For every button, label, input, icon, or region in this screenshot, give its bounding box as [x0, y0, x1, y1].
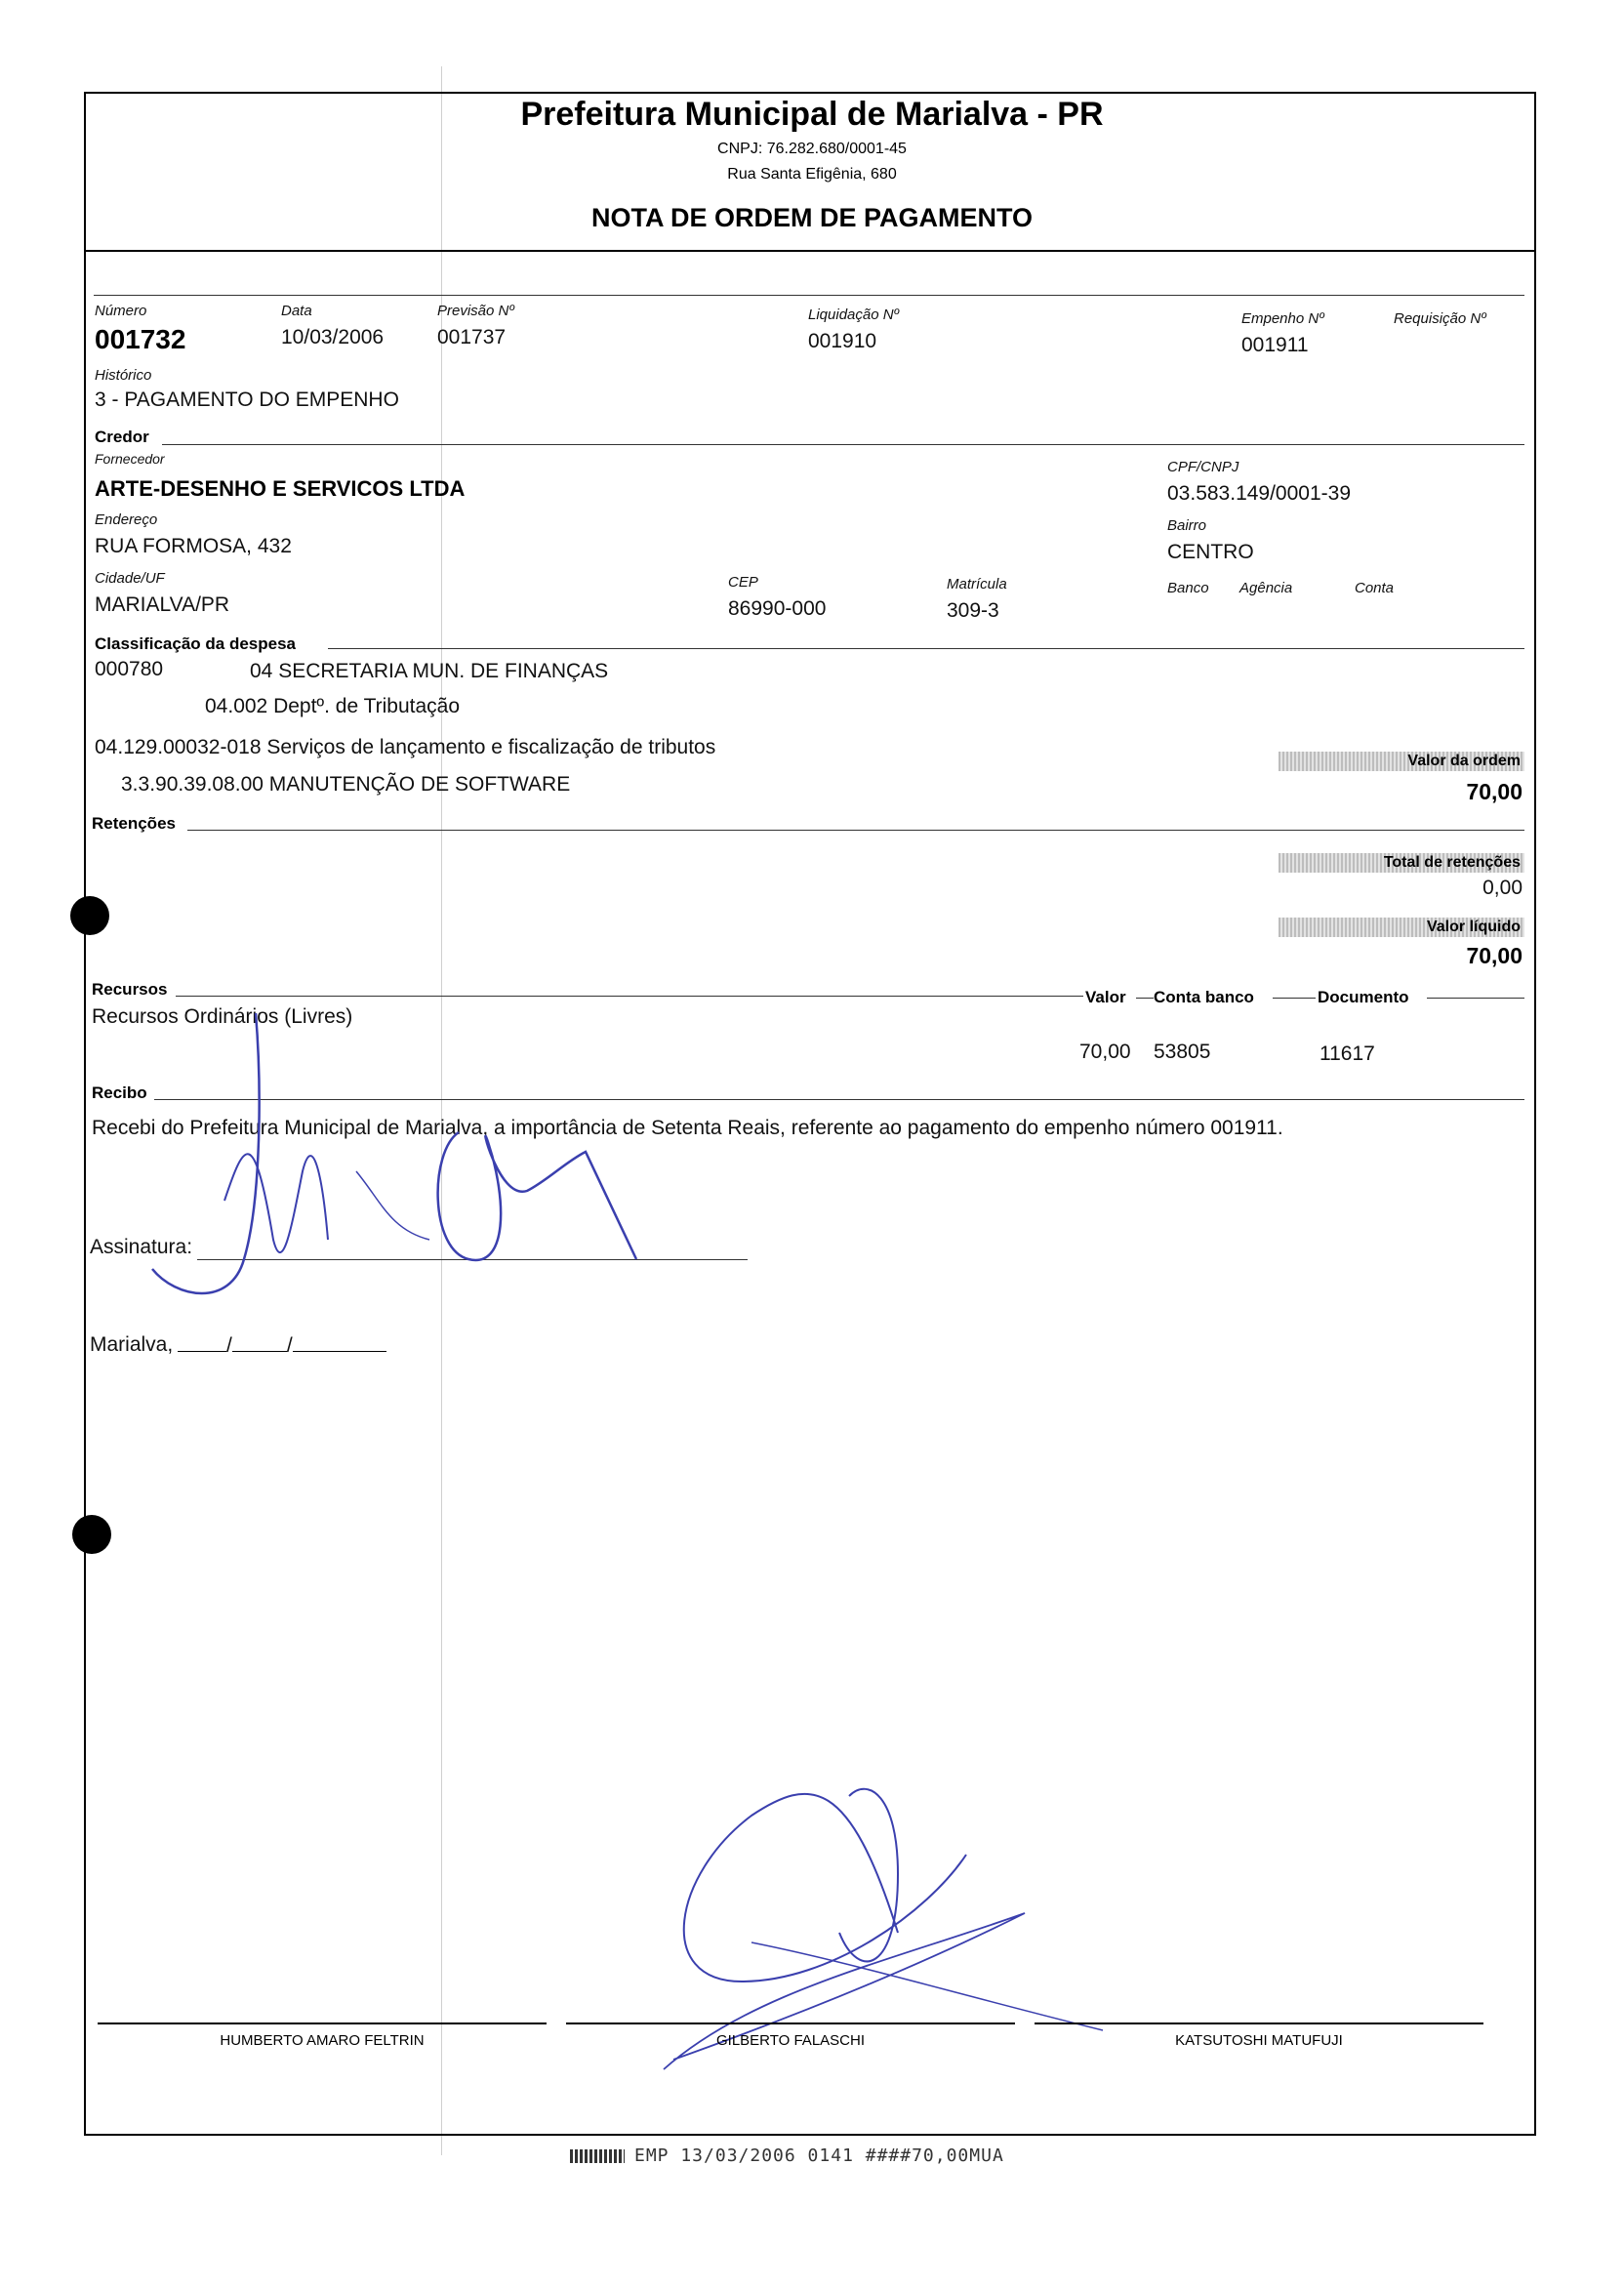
fornecedor-label: Fornecedor: [95, 451, 165, 467]
data-value: 10/03/2006: [281, 326, 385, 348]
classificacao-divider: [328, 648, 1524, 649]
classificacao-code: 000780: [95, 658, 164, 680]
recursos-divider-3: [1273, 998, 1316, 999]
matricula-label: Matrícula: [947, 576, 1007, 592]
bairro-label: Bairro: [1167, 517, 1207, 534]
classificacao-elemento: 3.3.90.39.08.00 MANUTENÇÃO DE SOFTWARE: [121, 773, 571, 796]
recursos-divider: [176, 996, 1083, 997]
header-cnpj: CNPJ: 76.282.680/0001-45: [717, 141, 907, 157]
empenho-label: Empenho Nº: [1241, 310, 1324, 327]
valor-liquido-value: 70,00: [1466, 943, 1522, 968]
previsao-label: Previsão Nº: [437, 303, 514, 319]
cpf-label: CPF/CNPJ: [1167, 459, 1239, 475]
valor-ordem-value: 70,00: [1466, 779, 1522, 804]
credor-divider: [162, 444, 1524, 445]
recibo-text: Recebi do Prefeitura Municipal de Marialva, a importância de Setenta Reais, referente ao pagamento do empenho número 001911.: [92, 1117, 1283, 1139]
local-date-label: Marialva,: [90, 1333, 174, 1356]
valor-ordem-label: Valor da ordem: [1279, 752, 1524, 771]
retencoes-section-title: Retenções: [92, 814, 176, 833]
empenho-value: 001911: [1241, 334, 1309, 356]
banco-label: Banco: [1167, 580, 1209, 596]
header-divider: [84, 250, 1536, 252]
footer-stamp: [570, 2145, 1004, 2166]
header-address: Rua Santa Efigênia, 680: [727, 166, 897, 183]
document-title: NOTA DE ORDEM DE PAGAMENTO: [590, 203, 1033, 232]
agencia-label: Agência: [1239, 580, 1293, 596]
recursos-valor: 70,00: [1079, 1041, 1131, 1063]
liquidacao-value: 001910: [808, 330, 877, 352]
retencoes-divider: [187, 830, 1524, 831]
signature-line: [1035, 2022, 1483, 2024]
liquidacao-label: Liquidação Nº: [808, 306, 900, 323]
assinatura-label: Assinatura:: [90, 1236, 193, 1258]
recursos-value: Recursos Ordinários (Livres): [92, 1005, 353, 1028]
valor-liquido-label: Valor líquido: [1279, 918, 1524, 937]
recipient-signature: [137, 1005, 664, 1328]
recursos-divider-2: [1136, 998, 1154, 999]
recursos-divider-4: [1427, 998, 1524, 999]
cidade-label: Cidade/UF: [95, 570, 165, 587]
classificacao-programa: 04.129.00032-018 Serviços de lançamento e fiscalização de tributos: [95, 736, 716, 758]
date-blank: / /: [178, 1333, 386, 1358]
conta-label: Conta: [1355, 580, 1395, 596]
fornecedor-value: ARTE-DESENHO E SERVICOS LTDA: [95, 476, 466, 501]
historico-value: 3 - PAGAMENTO DO EMPENHO: [95, 388, 399, 411]
recursos-section-title: Recursos: [92, 980, 168, 999]
punch-hole: [72, 1515, 111, 1554]
recursos-valor-label: Valor: [1085, 988, 1126, 1006]
signatory-name: HUMBERTO AMARO FELTRIN: [220, 2032, 425, 2049]
recibo-section-title: Recibo: [92, 1083, 147, 1102]
signatory-name: GILBERTO FALASCHI: [716, 2032, 865, 2049]
classificacao-secretaria: 04 SECRETARIA MUN. DE FINANÇAS: [250, 660, 609, 682]
signature-line: [98, 2022, 547, 2024]
recursos-conta-label: Conta banco: [1154, 988, 1254, 1006]
cep-label: CEP: [728, 574, 758, 591]
endereco-value: RUA FORMOSA, 432: [95, 535, 292, 557]
endereco-label: Endereço: [95, 511, 158, 528]
historico-label: Histórico: [95, 367, 152, 384]
data-label: Data: [281, 303, 312, 319]
recursos-documento: 11617: [1320, 1042, 1375, 1065]
signatory-name: KATSUTOSHI MATUFUJI: [1175, 2032, 1343, 2049]
signature-line: [566, 2022, 1015, 2024]
cidade-value: MARIALVA/PR: [95, 593, 230, 616]
numero-value: 001732: [95, 324, 186, 354]
stamp-logo-icon: [570, 2149, 625, 2163]
previsao-value: 001737: [437, 326, 507, 348]
total-retencoes-label: Total de retenções: [1279, 853, 1524, 873]
requisicao-label: Requisição Nº: [1394, 310, 1486, 327]
cep-value: 86990-000: [728, 597, 827, 620]
total-retencoes-value: 0,00: [1482, 877, 1522, 899]
page-title: Prefeitura Municipal de Marialva - PR: [520, 96, 1104, 133]
matricula-value: 309-3: [947, 599, 999, 622]
classificacao-dept: 04.002 Deptº. de Tributação: [205, 695, 461, 717]
footer-stamp-text: EMP 13/03/2006 0141 ####70,00MUA: [634, 2145, 1004, 2166]
ids-divider: [94, 295, 1524, 296]
recursos-documento-label: Documento: [1318, 988, 1409, 1006]
credor-section-title: Credor: [95, 428, 149, 446]
bairro-value: CENTRO: [1167, 541, 1254, 563]
classificacao-section-title: Classificação da despesa: [95, 634, 297, 653]
punch-hole: [70, 896, 109, 935]
numero-label: Número: [95, 303, 147, 319]
cpf-value: 03.583.149/0001-39: [1167, 482, 1352, 505]
recursos-conta: 53805: [1154, 1041, 1211, 1063]
